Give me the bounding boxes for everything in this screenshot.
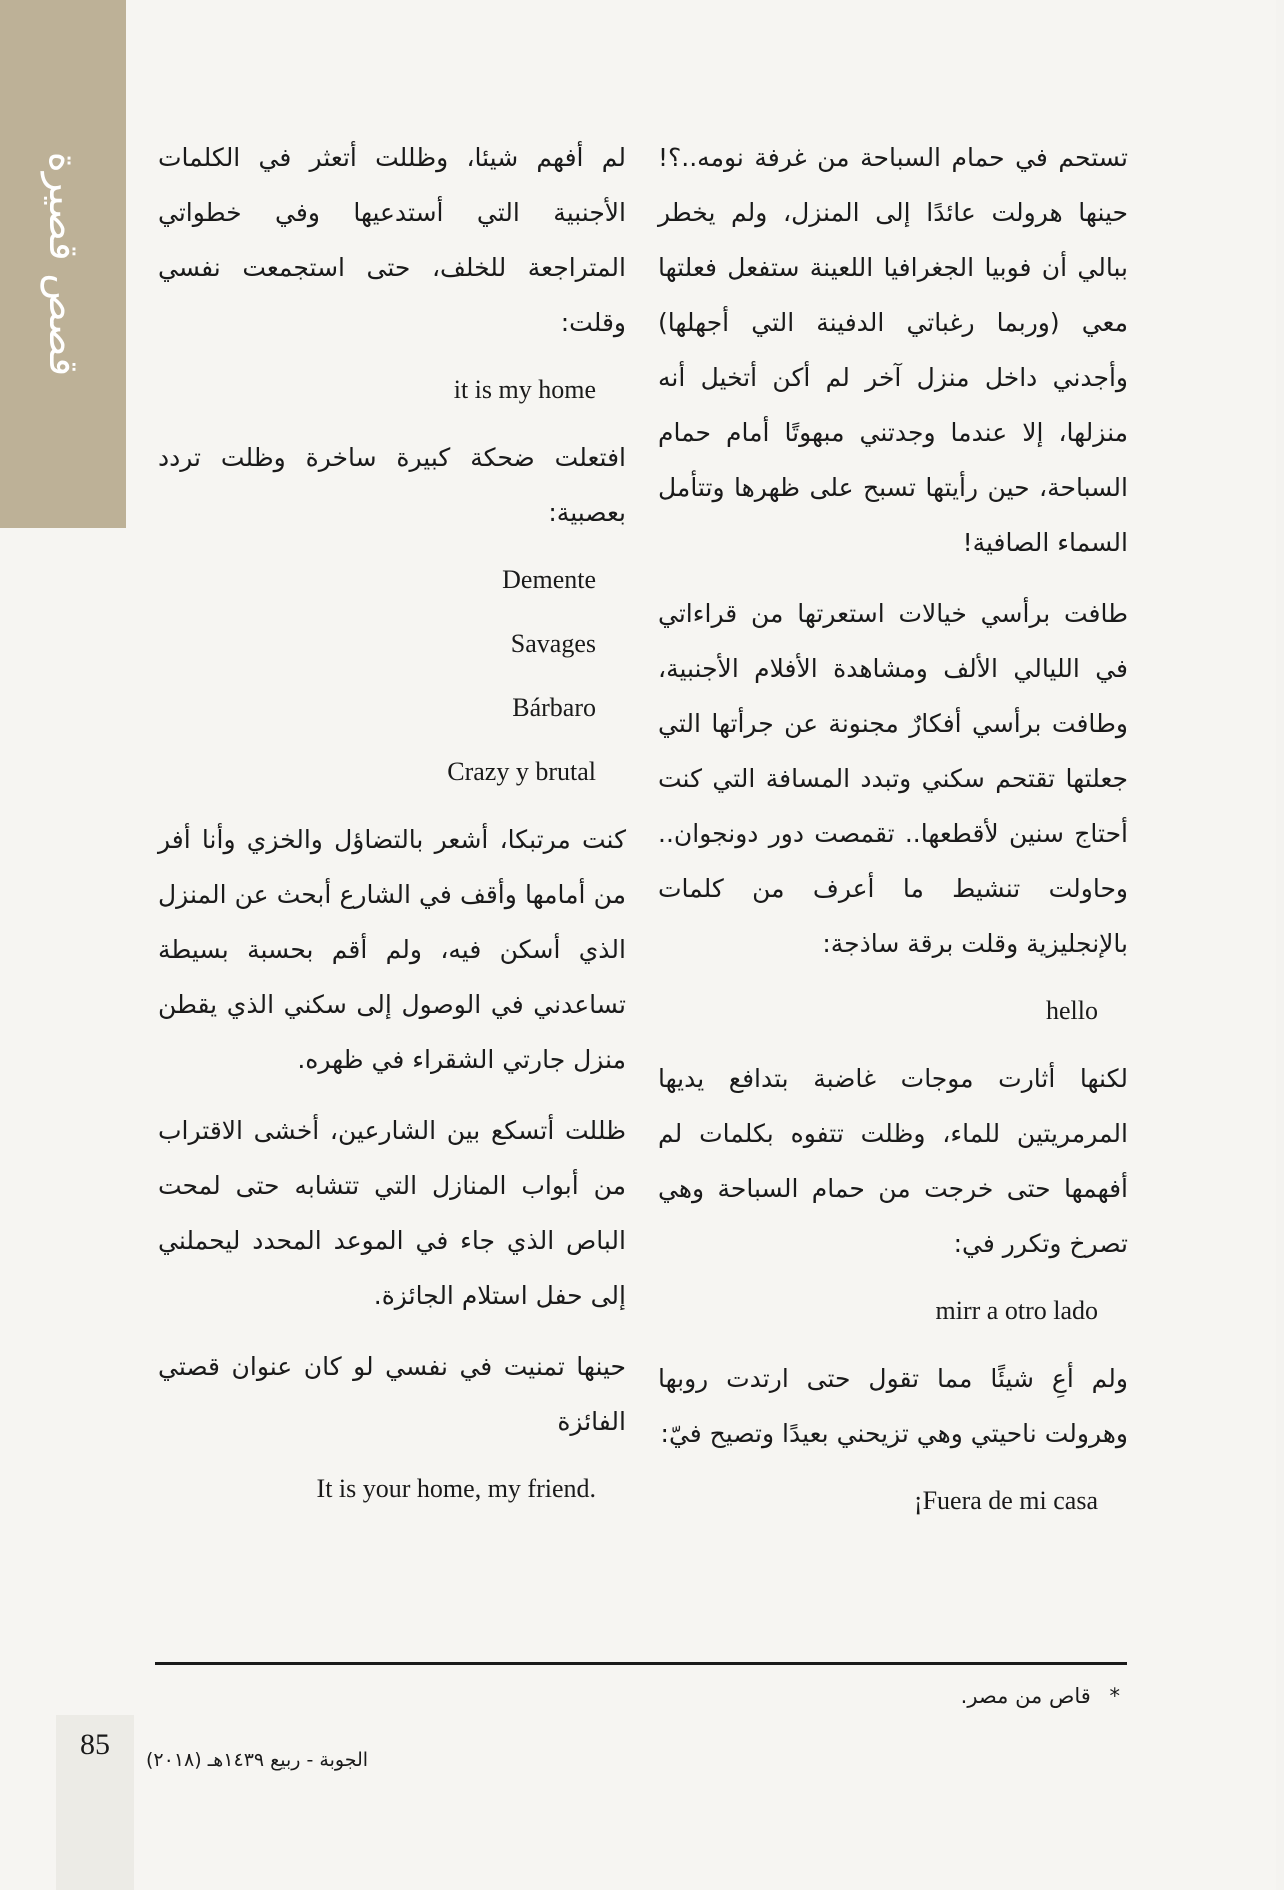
section-tab: [0, 0, 126, 528]
text-column-right: [658, 130, 1128, 1541]
latin-phrase: Crazy y brutal: [447, 757, 596, 786]
paragraph: تستحم في حمام السباحة من غرفة نومه..؟! حينها هرولت عائدًا إلى المنزل، ولم يخطر ببالي أن فوبيا الجغرافيا اللعينة ستفعل فعلتها معي (وربما رغباتي الدفينة التي أجهلها) وأجدني داخل منزل آخر لم أكن أتخيل أنه منزلها، إلا عندما وجدتني مبهوتًا أمام حمام السباحة، حين رأيتها تسبح على ظهرها وتتأمل السماء الصافية!: [658, 143, 1128, 557]
paragraph: كنت مرتبكا، أشعر بالتضاؤل والخزي وأنا أفر من أمامها وأقف في الشارع أبحث عن المنزل الذي أسكن فيه، ولم أقم بحسبة بسيطة تساعدني في الوصول إلى سكني الذي يقطن منزل جارتي الشقراء في ظهره.: [158, 825, 626, 1074]
paragraph: لكنها أثارت موجات غاضبة بتدافع يديها المرمريتين للماء، وظلت تتفوه بكلمات لم أفهمها حتى خرجت من حمام السباحة وهي تصرخ وتكرر في:: [658, 1064, 1128, 1258]
footnote-text: قاص من مصر.: [960, 1684, 1091, 1708]
footnote-divider: [155, 1662, 1127, 1665]
page-number: 85: [80, 1728, 110, 1761]
latin-phrase: Demente: [502, 565, 596, 594]
latin-phrase: mirr a otro lado: [935, 1296, 1098, 1325]
paragraph: ولم أعِ شيئًا مما تقول حتى ارتدت روبها وهرولت ناحيتي وهي تزيحني بعيدًا وتصيح فيّ:: [658, 1364, 1128, 1448]
footnote-star: *: [1109, 1684, 1120, 1708]
section-label: قصص قصيرة: [40, 151, 86, 377]
latin-phrase: hello: [1046, 996, 1098, 1025]
latin-phrase: it is my home: [453, 375, 596, 404]
text-column-left: [158, 130, 626, 1529]
paragraph: افتعلت ضحكة كبيرة ساخرة وظلت تردد بعصبية:: [158, 443, 626, 527]
paragraph: ظللت أتسكع بين الشارعين، أخشى الاقتراب من أبواب المنازل التي تتشابه حتى لمحت الباص الذي جاء في الموعد المحدد ليحملني إلى حفل استلام الجائزة.: [158, 1116, 626, 1310]
latin-phrase: Bárbaro: [512, 693, 596, 722]
journal-issue: الجوبة - ربيع ١٤٣٩هـ (٢٠١٨): [146, 1749, 369, 1771]
latin-phrase: .It is your home, my friend: [316, 1474, 596, 1503]
latin-phrase: ¡Fuera de mi casa: [913, 1486, 1098, 1515]
footnote: [961, 1678, 1120, 1714]
latin-phrase: Savages: [510, 629, 596, 658]
paragraph: حينها تمنيت في نفسي لو كان عنوان قصتي الفائزة: [158, 1352, 626, 1436]
paragraph: طافت برأسي خيالات استعرتها من قراءاتي في الليالي الألف ومشاهدة الأفلام الأجنبية، وطافت برأسي أفكارٌ مجنونة عن جرأتها التي جعلتها تقتحم سكني وتبدد المسافة التي كنت أحتاج سنين لأقطعها.. تقمصت دور دونجوان.. وحاولت تنشيط ما أعرف من كلمات بالإنجليزية وقلت برقة ساذجة:: [658, 599, 1128, 958]
paragraph: لم أفهم شيئا، وظللت أتعثر في الكلمات الأجنبية التي أستدعيها وفي خطواتي المتراجعة للخلف، حتى استجمعت نفسي وقلت:: [158, 143, 626, 337]
